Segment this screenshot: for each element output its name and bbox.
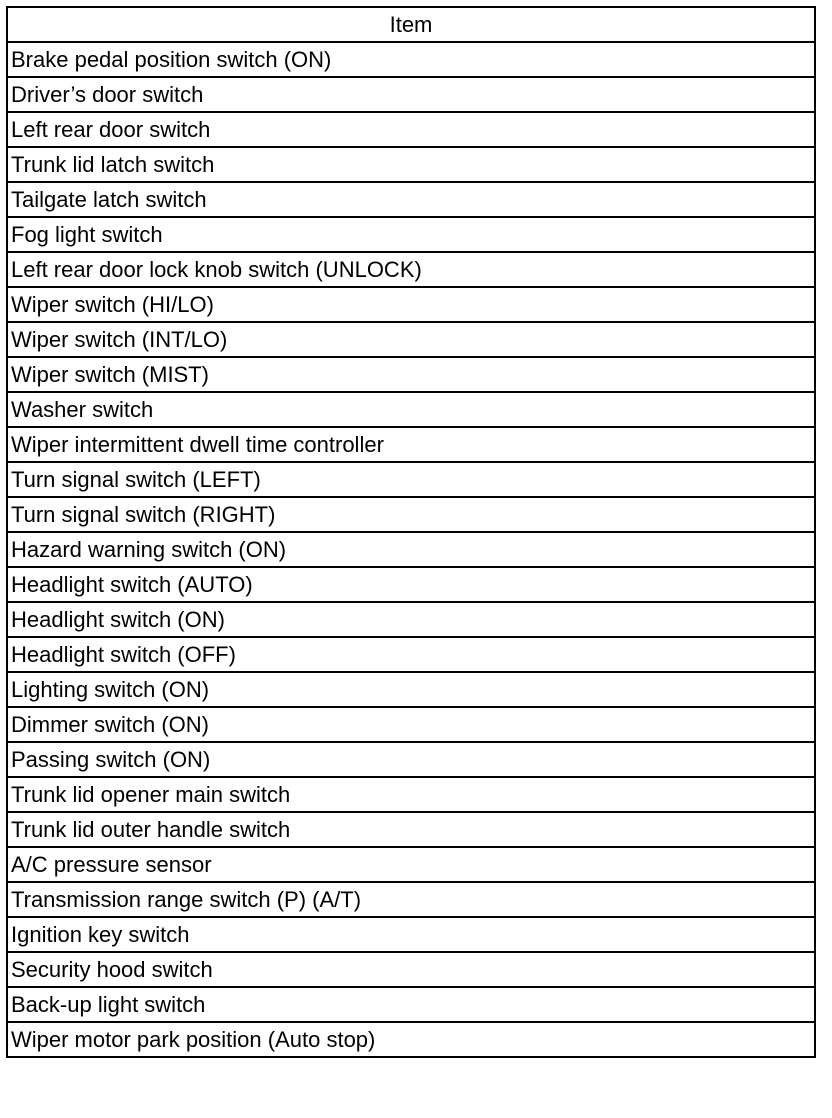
table-cell: Headlight switch (OFF) [7,637,815,672]
table-header-row [7,7,815,42]
table-cell: Brake pedal position switch (ON) [7,42,815,77]
table-cell: Left rear door lock knob switch (UNLOCK) [7,252,815,287]
table-row [7,742,815,777]
table-cell: Turn signal switch (LEFT) [7,462,815,497]
table-cell: Security hood switch [7,952,815,987]
table-cell: Wiper motor park position (Auto stop) [7,1022,815,1057]
table-cell: Trunk lid latch switch [7,147,815,182]
table-cell: Driver’s door switch [7,77,815,112]
table-cell: Trunk lid opener main switch [7,777,815,812]
table-row [7,217,815,252]
table-cell: Transmission range switch (P) (A/T) [7,882,815,917]
table-cell: Tailgate latch switch [7,182,815,217]
table-cell: Lighting switch (ON) [7,672,815,707]
table-cell: Wiper switch (HI/LO) [7,287,815,322]
table-cell: Trunk lid outer handle switch [7,812,815,847]
table-row [7,287,815,322]
table-row [7,917,815,952]
table-row [7,182,815,217]
table-row [7,672,815,707]
table-row [7,77,815,112]
table-row [7,777,815,812]
table-row [7,602,815,637]
table-row [7,322,815,357]
table-row [7,1022,815,1057]
table-row [7,252,815,287]
table-row [7,532,815,567]
table-row [7,882,815,917]
table-cell: Wiper switch (MIST) [7,357,815,392]
item-table-container [6,6,816,1058]
table-row [7,42,815,77]
table-cell: Washer switch [7,392,815,427]
table-cell: A/C pressure sensor [7,847,815,882]
table-row [7,147,815,182]
table-cell: Hazard warning switch (ON) [7,532,815,567]
table-row [7,497,815,532]
table-row [7,392,815,427]
table-row [7,847,815,882]
table-row [7,987,815,1022]
table-body [7,42,815,1057]
item-table [6,6,816,1058]
table-cell: Wiper switch (INT/LO) [7,322,815,357]
table-row [7,112,815,147]
table-row [7,357,815,392]
table-row [7,462,815,497]
table-cell: Headlight switch (AUTO) [7,567,815,602]
table-row [7,567,815,602]
table-cell: Left rear door switch [7,112,815,147]
column-header-item: Item [7,7,815,42]
table-cell: Headlight switch (ON) [7,602,815,637]
table-cell: Back-up light switch [7,987,815,1022]
table-cell: Ignition key switch [7,917,815,952]
table-row [7,707,815,742]
table-row [7,637,815,672]
table-row [7,427,815,462]
table-cell: Wiper intermittent dwell time controller [7,427,815,462]
table-cell: Fog light switch [7,217,815,252]
table-row [7,952,815,987]
table-cell: Turn signal switch (RIGHT) [7,497,815,532]
table-cell: Dimmer switch (ON) [7,707,815,742]
table-cell: Passing switch (ON) [7,742,815,777]
table-row [7,812,815,847]
